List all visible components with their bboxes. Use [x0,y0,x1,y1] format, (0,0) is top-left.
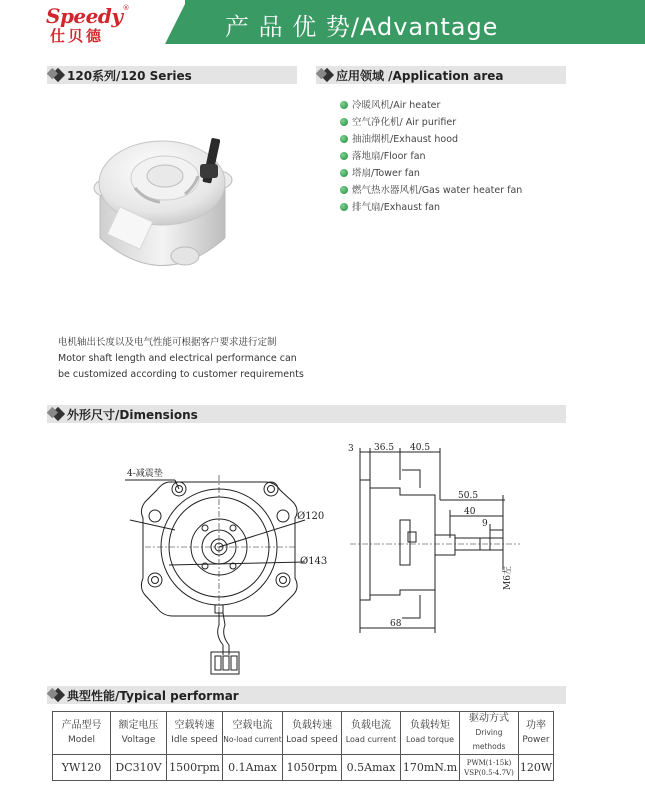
bullet-icon [340,152,348,160]
list-item: 空气净化机/ Air purifier [340,114,522,131]
section-title-series: 120系列/120 Series [67,69,192,83]
list-item: 燃气热水器风机/Gas water heater fan [340,182,522,199]
section-bar-application [316,66,566,84]
motor-photo [90,118,240,298]
label-m6: M6左 [503,566,513,590]
label-d3: 3 [348,444,354,454]
page-header [0,0,645,44]
header-cell-load-torque: 负载转矩 Load torque [401,712,460,755]
cell-driving-methods: PWM(1-15k) VSP(0.5-4.7V) [460,755,519,781]
header-cell-load-current: 负载电流 Load current [342,712,401,755]
list-item: 塔扇/Tower fan [340,165,522,182]
cell-load-speed: 1050rpm [283,755,342,781]
list-item: 落地扇/Floor fan [340,148,522,165]
bullet-icon [340,135,348,143]
header-cell-load-speed: 负载转速 Load speed [283,712,342,755]
cell-load-current: 0.5Amax [342,755,401,781]
label-damper: 4-减震垫 [127,469,163,479]
section-marker-icon [51,407,65,421]
note-cn: 电机轴出长度以及电气性能可根据客户要求进行定制 [58,337,277,348]
list-item: 冷暖风机/Air heater [340,97,522,114]
cell-voltage: DC310V [111,755,167,781]
label-d68: 68 [390,619,402,629]
section-title-application: 应用领域 /Application area [336,69,504,83]
section-bar-performance [47,686,566,704]
section-title-dimensions: 外形尺寸/Dimensions [67,408,198,422]
header-band-edge [165,0,187,44]
list-item: 排气扇/Exhaust fan [340,199,522,216]
front-view-drawing [115,440,340,690]
section-marker-icon [51,68,65,82]
label-d36-5: 36.5 [374,443,395,453]
label-d9: 9 [482,519,488,529]
bullet-icon [340,203,348,211]
cell-model: YW120 [53,755,111,781]
list-item: 抽油烟机/Exhaust hood [340,131,522,148]
note-en-line2: be customized according to customer requirements [58,369,304,380]
performance-table [52,711,554,781]
side-view-drawing [340,440,540,640]
label-d120: Ø120 [297,511,325,522]
application-list [340,97,522,216]
section-bar-series [47,66,297,84]
header-cell-noload-current: 空载电流 No-load current [223,712,283,755]
logo-registered-mark: ® [122,4,130,12]
section-title-performance: 典型性能/Typical performar [67,689,239,703]
page-title: 产 品 优 势/Advantage [225,13,499,41]
table-row [53,755,554,781]
header-cell-idle-speed: 空载转速 Idle speed [167,712,223,755]
bullet-icon [340,186,348,194]
brand-logo [46,4,130,45]
logo-word: Speedy [46,4,123,28]
cell-noload-current: 0.1Amax [223,755,283,781]
label-d40: 40 [464,507,476,517]
header-cell-voltage: 额定电压 Voltage [111,712,167,755]
header-cell-model: 产品型号 Model [53,712,111,755]
cell-idle-speed: 1500rpm [167,755,223,781]
customization-note [58,335,304,383]
logo-chinese: 仕贝德 [50,27,105,45]
bullet-icon [340,169,348,177]
section-bar-dimensions [47,405,566,423]
section-marker-icon [51,688,65,702]
label-d143: Ø143 [300,556,328,567]
header-cell-driving-methods: 驱动方式 Driving methods [460,712,519,755]
bullet-icon [340,118,348,126]
header-cell-power: 功率 Power [519,712,554,755]
table-header-row [53,712,554,755]
cell-power: 120W [519,755,554,781]
section-marker-icon [320,68,334,82]
bullet-icon [340,101,348,109]
label-d50-5: 50.5 [458,491,479,501]
note-en-line1: Motor shaft length and electrical performance can [58,353,297,364]
label-d40-5: 40.5 [410,443,431,453]
cell-load-torque: 170mN.m [401,755,460,781]
